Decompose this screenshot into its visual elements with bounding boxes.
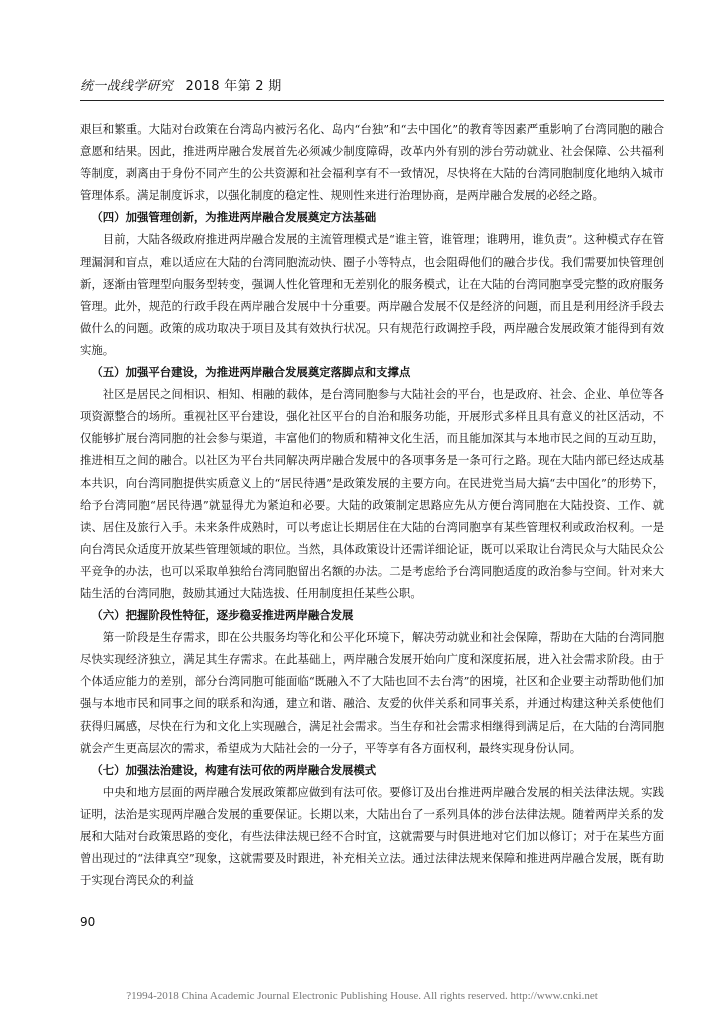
paragraph: 社区是居民之间相识、相知、相融的载体，是台湾同胞参与大陆社会的平台，也是政府、社会、企业、单位等各项资源整合的场所。重视社区平台建设，强化社区平台的自治和服务功能，开展形式多样且具有意义的社区活动，不仅能够扩展台湾同胞的社会参与渠道，丰富他们的物质和精神文化生活，而且能加深其与本地市民之间的互动互助，推进相互之间的融合。以社区为平台共同解决两岸融合发展中的各项事务是一条可行之路。现在大陆内部已经达成基本共识，向台湾同胞提供实质意义上的“居民待遇”是政策发展的主要方向。在民进党当局大搞“去中国化”的形势下，给予台湾同胞“居民待遇”就显得尤为紧迫和必要。大陆的政策制定思路应先从方便台湾同胞在大陆投资、工作、就读、居住及旅行入手。未来条件成熟时，可以考虑让长期居住在大陆的台湾同胞享有某些管理权利或政治权利。一是向台湾民众适度开放某些管理领域的职位。当然，具体政策设计还需详细论证，既可以采取让台湾民众与大陆民众公平竞争的办法，也可以采取单独给台湾同胞留出名额的办法。二是考虑给予台湾同胞适度的政治参与空间。针对来大陆生活的台湾同胞，鼓励其通过大陆选拔、任用制度担任某些公职。 [80, 387, 664, 600]
paragraph: 目前，大陆各级政府推进两岸融合发展的主流管理模式是“谁主管，谁管理；谁聘用，谁负责”。这种模式存在管理漏洞和盲点，难以适应在大陆的台湾同胞流动快、圈子小等特点，也会阻碍他们的融合步伐。我们需要加快管理创新，逐渐由管理型向服务型转变，强调人性化管理和无差别化的服务模式，让在大陆的台湾同胞享受完整的政府服务管理。此外，规范的行政手段在两岸融合发展中十分重要。两岸融合发展不仅是经济的问题，而且是利用经济手段去做什么的问题。政策的成功取决于项目及其有效执行状况。只有规范行政调控手段，两岸融合发展政策才能得到有效实施。 [80, 232, 664, 357]
section-heading-7: （七）加强法治建设，构建有法可依的两岸融合发展模式 [91, 762, 377, 777]
section-heading-5: （五）加强平台建设，为推进两岸融合发展奠定落脚点和支撑点 [91, 365, 411, 380]
section-heading-6: （六）把握阶段性特征，逐步稳妥推进两岸融合发展 [91, 608, 354, 623]
running-header [80, 75, 282, 94]
page-number: 90 [80, 915, 96, 929]
issue-label: 2018 年第 2 期 [185, 79, 282, 94]
paragraph: 第一阶段是生存需求，即在公共服务均等化和公平化环境下，解决劳动就业和社会保障，帮助在大陆的台湾同胞尽快实现经济独立，满足其生存需求。在此基础上，两岸融合发展开始向广度和深度拓展，进入社会需求阶段。由于个体适应能力的差别，部分台湾同胞可能面临“既融入不了大陆也回不去台湾”的困境，社区和企业要主动帮助他们加强与本地市民和同事之间的联系和沟通，建立和谐、融洽、友爱的伙伴关系和同事关系，并通过构建这种关系使他们获得归属感，尽快在行为和文化上实现融合，满足社会需求。当生存和社会需求相继得到满足后，在大陆的台湾同胞就会产生更高层次的需求，希望成为大陆社会的一分子，平等享有各方面权利，最终实现身份认同。 [80, 630, 664, 755]
article-body [80, 118, 664, 891]
paragraph: 中央和地方层面的两岸融合发展政策都应做到有法可依。要修订及出台推进两岸融合发展的相关法律法规。实践证明，法治是实现两岸融合发展的重要保证。长期以来，大陆出台了一系列具体的涉台法律法规。随着两岸关系的发展和大陆对台政策思路的变化，有些法律法规已经不合时宜，这就需要与时俱进地对它们加以修订；对于在某些方面曾出现过的“法律真空”现象，这就需要及时跟进，补充相关立法。通过法律法规来保障和推进两岸融合发展，既有助于实现台湾民众的利益 [80, 784, 664, 888]
section-heading-4: （四）加强管理创新，为推进两岸融合发展奠定方法基础 [91, 210, 377, 225]
header-rule [80, 100, 664, 101]
copyright-footer: ?1994-2018 China Academic Journal Electronic Publishing House. All rights reserved. http://www.cnki.net [126, 990, 598, 1002]
paragraph-continuation: 艰巨和繁重。大陆对台政策在台湾岛内被污名化、岛内“台独”和“去中国化”的教育等因素严重影响了台湾同胞的融合意愿和结果。因此，推进两岸融合发展首先必须减少制度障碍，改革内外有别的涉台劳动就业、社会保障、公共福利等制度，剥离由于身份不同产生的公共资源和社会福利享有不一致情况，尽快将在大陆的台湾同胞制度化地纳入城市管理体系。满足制度诉求，以强化制度的稳定性、规则性来进行治理协商，是两岸融合发展的必经之路。 [80, 122, 664, 203]
journal-title: 统一战线学研究 [80, 79, 174, 94]
